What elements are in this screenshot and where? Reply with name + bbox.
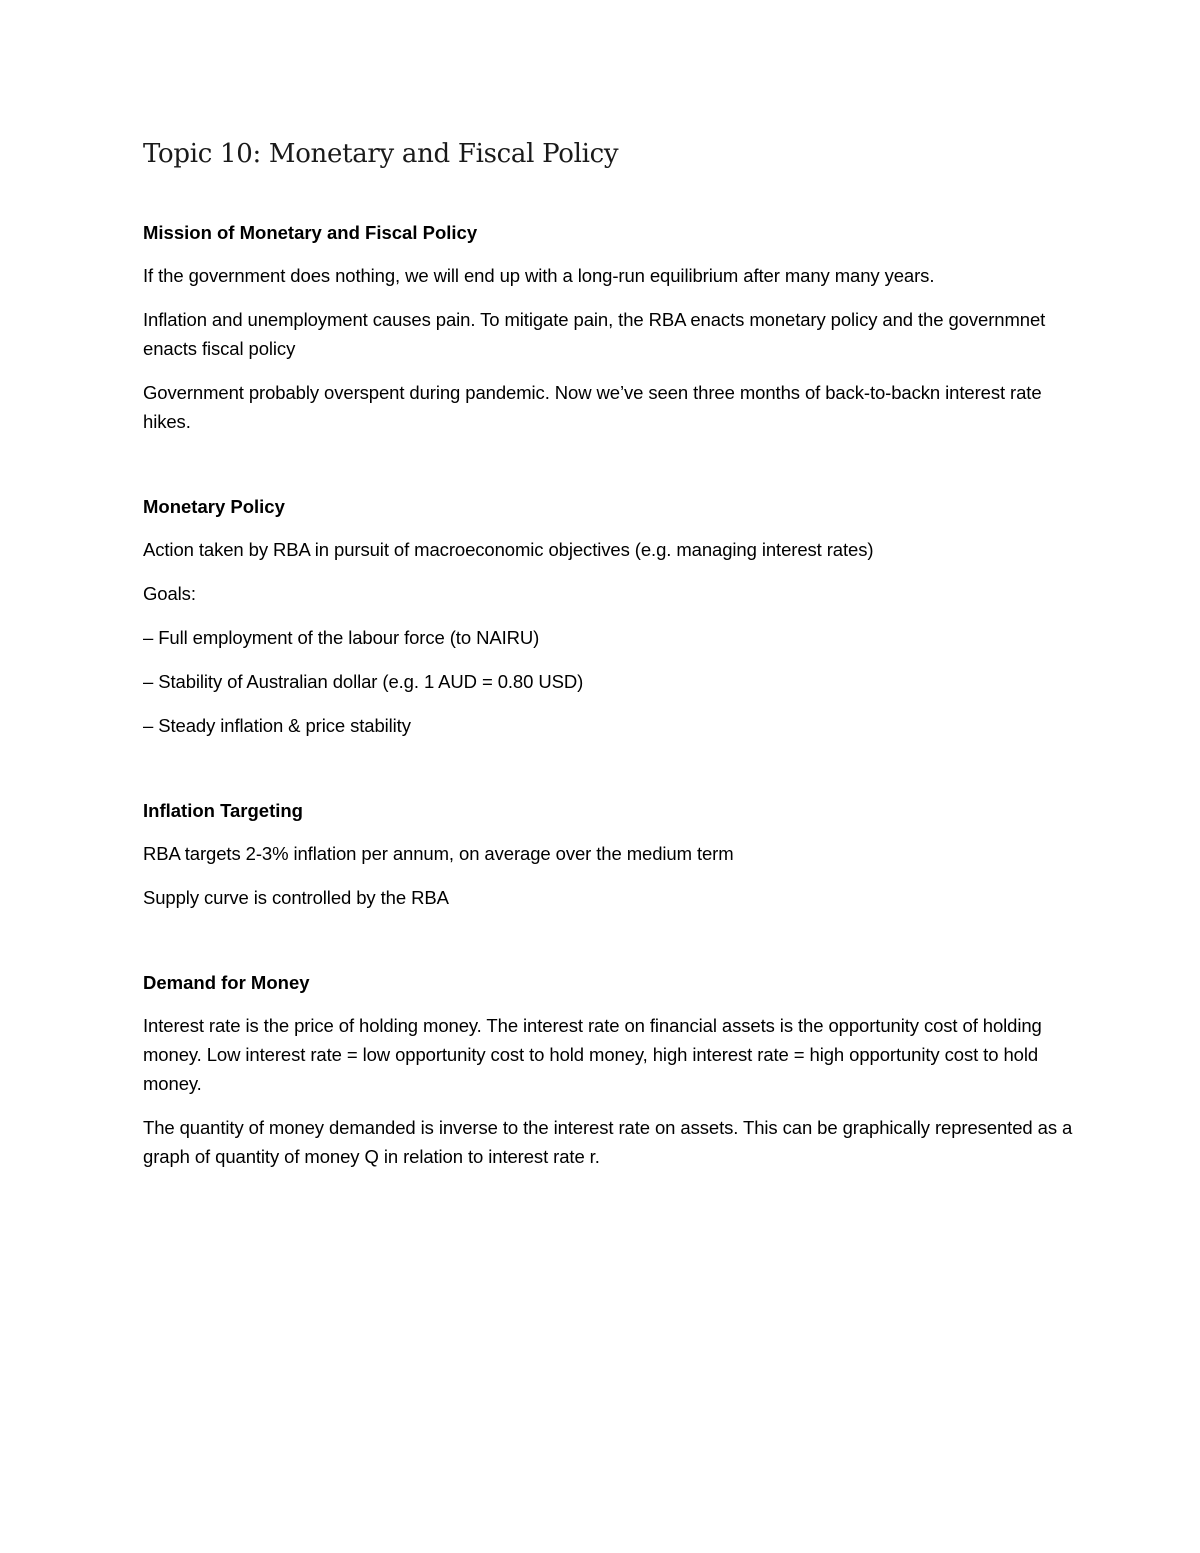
section-inflation-targeting (143, 797, 1073, 912)
goal-item: – Full employment of the labour force (to NAIRU) (143, 627, 540, 648)
paragraph: If the government does nothing, we will end up with a long-run equilibrium after many many years. (143, 265, 935, 286)
section-mission (143, 219, 1073, 436)
document-title: Topic 10: Monetary and Fiscal Policy (143, 139, 619, 169)
section-demand-for-money (143, 969, 1073, 1171)
section-spacer (143, 451, 1073, 493)
document-body (143, 137, 1073, 1186)
section-spacer (143, 927, 1073, 969)
goal-item: – Steady inflation & price stability (143, 715, 411, 736)
section-heading: Inflation Targeting (143, 800, 303, 821)
goals-label: Goals: (143, 583, 196, 604)
paragraph: Interest rate is the price of holding money. The interest rate on financial assets is the opportunity cost of holding money. Low interest rate = low opportunity cost to hold money, high interest rate = high opportunity cost to hold money. (143, 1015, 1042, 1094)
paragraph: Inflation and unemployment causes pain. To mitigate pain, the RBA enacts monetary policy and the governmnet enacts fiscal policy (143, 309, 1046, 359)
goal-item: – Stability of Australian dollar (e.g. 1 AUD = 0.80 USD) (143, 671, 584, 692)
paragraph: Supply curve is controlled by the RBA (143, 887, 449, 908)
section-monetary-policy (143, 493, 1073, 740)
paragraph: Government probably overspent during pandemic. Now we’ve seen three months of back-to-backn interest rate hikes. (143, 382, 1042, 432)
paragraph: Action taken by RBA in pursuit of macroeconomic objectives (e.g. managing interest rates) (143, 539, 874, 560)
section-heading: Mission of Monetary and Fiscal Policy (143, 222, 478, 243)
section-heading: Demand for Money (143, 972, 310, 993)
section-spacer (143, 755, 1073, 797)
paragraph: RBA targets 2-3% inflation per annum, on average over the medium term (143, 843, 734, 864)
section-heading: Monetary Policy (143, 496, 285, 517)
paragraph: The quantity of money demanded is inverse to the interest rate on assets. This can be graphically represented as a graph of quantity of money Q in relation to interest rate r. (143, 1117, 1073, 1167)
